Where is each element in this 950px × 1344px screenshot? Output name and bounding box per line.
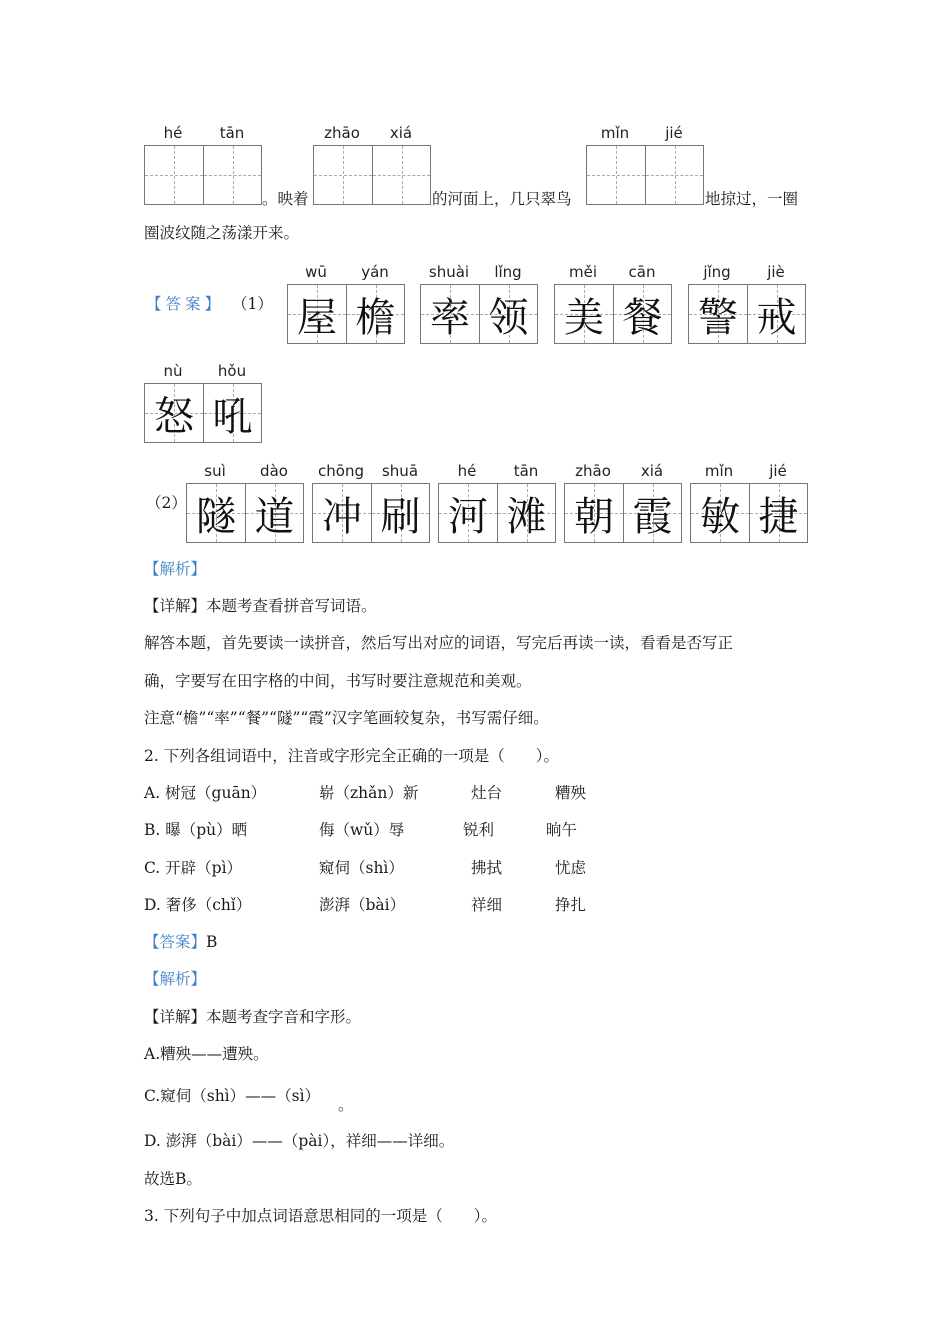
pinyin: jié bbox=[665, 124, 683, 142]
char-cell bbox=[288, 285, 346, 343]
explanation-line: 解答本题，首先要读一读拼音，然后写出对应的词语，写完后再读一读，看看是否写正 bbox=[144, 634, 734, 652]
option-word: 灶台 bbox=[471, 784, 503, 802]
char-cell bbox=[565, 484, 623, 542]
pinyin: xiá bbox=[389, 124, 413, 142]
answer-char: 冲 bbox=[322, 493, 362, 540]
sentence-line: 圈波纹随之荡漾开来。 bbox=[144, 224, 300, 242]
pinyin: hé bbox=[457, 462, 477, 480]
char-cell bbox=[623, 484, 681, 542]
answer-char: 河 bbox=[448, 493, 488, 540]
blank-cell[interactable] bbox=[587, 146, 645, 204]
option-word: 澎湃（bài） bbox=[319, 896, 406, 914]
pinyin: dào bbox=[260, 462, 288, 480]
char-cell bbox=[421, 285, 479, 343]
answer-label: 【答案】 bbox=[144, 933, 207, 951]
answer-char: 道 bbox=[254, 493, 295, 540]
char-cell bbox=[691, 484, 749, 542]
pinyin: xiá bbox=[640, 462, 664, 480]
char-cell bbox=[749, 484, 807, 542]
option-word: D. 奢侈（chǐ） bbox=[144, 896, 252, 914]
char-cell bbox=[203, 384, 261, 442]
option-word: 拂拭 bbox=[471, 859, 503, 877]
punctuation: 。 bbox=[338, 1096, 354, 1114]
analysis-label: 【解析】 bbox=[144, 560, 207, 578]
answer-char: 檐 bbox=[355, 294, 396, 341]
option-word: 侮（wǔ）辱 bbox=[319, 821, 405, 839]
pinyin: hé bbox=[163, 124, 183, 142]
pinyin: tān bbox=[513, 462, 539, 480]
detail-text: 本题考查字音和字形。 bbox=[206, 1008, 362, 1026]
explanation-line: A.糟殃——遭殃。 bbox=[144, 1045, 269, 1063]
pinyin: nù bbox=[163, 362, 183, 380]
answer-char: 朝 bbox=[574, 493, 614, 540]
detail-text: 本题考查看拼音写词语。 bbox=[206, 597, 377, 615]
pinyin: cān bbox=[628, 263, 656, 281]
explanation-line: C.窥伺（shì）——（sì） bbox=[144, 1087, 321, 1105]
option-d bbox=[144, 894, 644, 916]
pinyin: lǐng bbox=[494, 263, 522, 281]
char-cell bbox=[689, 285, 747, 343]
answer-char: 吼 bbox=[212, 393, 253, 440]
pinyin: zhāo bbox=[575, 462, 611, 480]
char-cell bbox=[479, 285, 537, 343]
pinyin: jiè bbox=[767, 263, 785, 281]
sentence-part: 的河面上，几只翠鸟 bbox=[432, 190, 572, 208]
question-3: 3. 下列句子中加点词语意思相同的一项是（ ）。 bbox=[144, 1207, 497, 1225]
part-label: （1） bbox=[232, 295, 273, 313]
answer-char: 警 bbox=[698, 294, 738, 341]
explanation-line: D. 澎湃（bài）——（pài），祥细——详细。 bbox=[144, 1132, 455, 1150]
conclusion-line: 故选B。 bbox=[144, 1170, 202, 1188]
blank-cell[interactable] bbox=[203, 146, 261, 204]
answer-value: B bbox=[206, 933, 218, 951]
option-word: 锐利 bbox=[463, 821, 495, 839]
answer-line bbox=[144, 931, 217, 953]
option-word: 祥细 bbox=[471, 896, 503, 914]
char-cell bbox=[613, 285, 671, 343]
pinyin: suì bbox=[204, 462, 226, 480]
char-cell bbox=[497, 484, 555, 542]
char-cell bbox=[187, 484, 245, 542]
option-word: A. 树冠（guān） bbox=[144, 784, 267, 802]
question-2: 2. 下列各组词语中，注音或字形完全正确的一项是（ ）。 bbox=[144, 747, 559, 765]
option-word: 晌午 bbox=[546, 821, 578, 839]
explanation-line: 注意“檐”“率”“餐”“隧”“霞”汉字笔画较复杂，书写需仔细。 bbox=[144, 709, 549, 727]
pinyin: tān bbox=[219, 124, 245, 142]
option-word: 窥伺（shì） bbox=[319, 859, 404, 877]
pinyin: měi bbox=[568, 263, 597, 281]
char-cell bbox=[245, 484, 303, 542]
answer-char: 刷 bbox=[380, 493, 421, 540]
char-cell bbox=[346, 285, 404, 343]
detail-line bbox=[144, 595, 377, 617]
blank-cell[interactable] bbox=[372, 146, 430, 204]
answer-char: 霞 bbox=[632, 493, 673, 540]
option-word: 崭（zhǎn）新 bbox=[319, 784, 419, 802]
pinyin: shuā bbox=[381, 462, 419, 480]
detail-label: 【详解】 bbox=[144, 1008, 207, 1026]
sentence-part: 。映着 bbox=[262, 190, 309, 208]
pinyin: shuài bbox=[428, 263, 470, 281]
pinyin: wū bbox=[305, 263, 327, 281]
sentence-part: 地掠过，一圈 bbox=[705, 190, 799, 208]
option-c bbox=[144, 857, 644, 879]
pinyin: jǐng bbox=[703, 263, 731, 281]
answer-label: 【答案】 bbox=[146, 295, 225, 313]
answer-char: 屋 bbox=[297, 294, 337, 341]
char-cell bbox=[371, 484, 429, 542]
option-b bbox=[144, 819, 644, 841]
pinyin: zhāo bbox=[324, 124, 360, 142]
pinyin: yán bbox=[361, 263, 389, 281]
answer-char: 美 bbox=[564, 294, 604, 341]
option-word: C. 开辟（pì） bbox=[144, 859, 243, 877]
char-cell bbox=[439, 484, 497, 542]
answer-char: 滩 bbox=[506, 493, 547, 540]
detail-label: 【详解】 bbox=[144, 597, 207, 615]
option-a bbox=[144, 782, 644, 804]
answer-char: 餐 bbox=[622, 294, 663, 341]
char-cell bbox=[313, 484, 371, 542]
blank-cell[interactable] bbox=[645, 146, 703, 204]
answer-char: 戒 bbox=[756, 294, 797, 341]
answer-char: 敏 bbox=[700, 493, 740, 540]
char-cell bbox=[555, 285, 613, 343]
pinyin: hǒu bbox=[217, 362, 247, 380]
answer-char: 隧 bbox=[196, 493, 236, 540]
char-cell bbox=[747, 285, 805, 343]
pinyin: mǐn bbox=[600, 124, 630, 142]
blank-cell[interactable] bbox=[314, 146, 372, 204]
analysis-label: 【解析】 bbox=[144, 970, 207, 988]
option-word: 糟殃 bbox=[555, 784, 587, 802]
answer-char: 率 bbox=[430, 294, 470, 341]
answer-char: 怒 bbox=[154, 393, 194, 440]
detail-line bbox=[144, 1006, 361, 1028]
option-word: B. 曝（pù）晒 bbox=[144, 821, 248, 839]
part-label: （2） bbox=[146, 494, 187, 512]
option-word: 忧虑 bbox=[555, 859, 587, 877]
explanation-line: 确，字要写在田字格的中间，书写时要注意规范和美观。 bbox=[144, 672, 532, 690]
option-word: 挣扎 bbox=[555, 896, 587, 914]
pinyin: jié bbox=[769, 462, 787, 480]
answer-char: 领 bbox=[488, 294, 529, 341]
pinyin: mǐn bbox=[704, 462, 734, 480]
pinyin: chōng bbox=[318, 462, 364, 480]
char-cell bbox=[145, 384, 203, 442]
answer-char: 捷 bbox=[758, 493, 799, 540]
blank-cell[interactable] bbox=[145, 146, 203, 204]
